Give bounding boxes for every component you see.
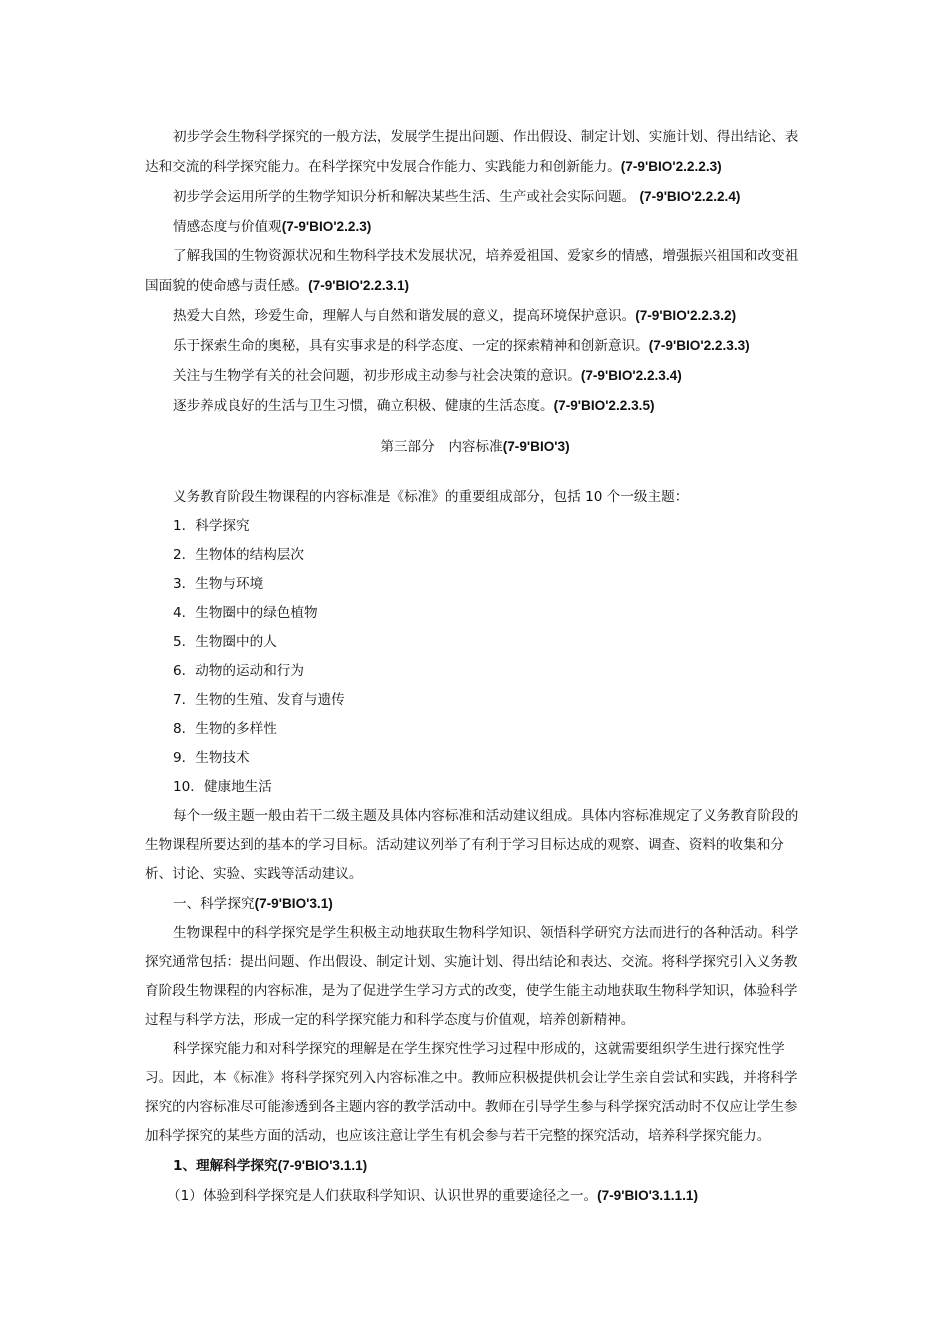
paragraph-patriotism: 了解我国的生物资源状况和生物科学技术发展状况，培养爱祖国、爱家乡的情感，增强振兴祖国和改变祖国面貌的使命感与责任感。(7-9'BIO'2.2.3.1)	[145, 248, 799, 294]
list-item-topic: 8．生物的多样性	[173, 721, 277, 737]
paragraph-love-nature: 热爱大自然，珍爱生命，理解人与自然和谐发展的意义，提高环境保护意识。(7-9'BIO'2.2.3.2)	[173, 308, 737, 324]
standard-code: (7-9'BIO'3.1)	[254, 896, 333, 911]
paragraph-topic-structure: 每个一级主题一般由若干二级主题及具体内容标准和活动建议组成。具体内容标准规定了义务教育阶段的生物课程所要达到的基本的学习目标。活动建议列举了有利于学习目标达成的观察、调查、资料的收集和分析、讨论、实验、实践等活动建议。	[145, 808, 799, 882]
paragraph-apply-knowledge: 初步学会运用所学的生物学知识分析和解决某些生活、生产或社会实际问题。 (7-9'BIO'2.2.2.4)	[173, 189, 741, 205]
paragraph-inquiry-methods: 初步学会生物科学探究的一般方法，发展学生提出问题、作出假设、制定计划、实施计划、得出结论、表达和交流的科学探究能力。在科学探究中发展合作能力、实践能力和创新能力。(7-9'BIO'2.2.2.3)	[145, 129, 799, 175]
heading-understand-inquiry: 1、理解科学探究(7-9'BIO'3.1.1)	[173, 1158, 368, 1174]
list-item-topic: 6．动物的运动和行为	[173, 663, 304, 679]
paragraph-attitude-heading: 情感态度与价值观(7-9'BIO'2.2.3)	[173, 219, 372, 235]
list-item-topic: 10．健康地生活	[173, 779, 272, 795]
list-item-topic: 3．生物与环境	[173, 576, 264, 592]
list-item-topic: 4．生物圈中的绿色植物	[173, 605, 318, 621]
paragraph-inquiry-definition: 生物课程中的科学探究是学生积极主动地获取生物科学知识、领悟科学研究方法而进行的各种活动。科学探究通常包括：提出问题、作出假设、制定计划、实施计划、得出结论和表达、交流。将科学探究引入义务教育阶段生物课程的内容标准，是为了促进学生学习方式的改变，使学生能主动地获取生物科学知识，体验科学过程与科学方法，形成一定的科学探究能力和科学态度与价值观，培养创新精神。	[145, 925, 799, 1028]
paragraph-social-issues: 关注与生物学有关的社会问题，初步形成主动参与社会决策的意识。(7-9'BIO'2.2.3.4)	[173, 368, 682, 384]
heading-science-inquiry: 一、科学探究(7-9'BIO'3.1)	[173, 896, 333, 912]
part-three-title: 第三部分 内容标准	[380, 439, 503, 455]
standard-code: (7-9'BIO'2.2.3)	[281, 219, 372, 234]
standard-code: (7-9'BIO'3.1.1)	[277, 1158, 368, 1173]
standard-code: (7-9'BIO'2.2.3.4)	[580, 368, 682, 383]
list-item-topic: 5．生物圈中的人	[173, 634, 277, 650]
standard-code: (7-9'BIO'2.2.3.2)	[635, 308, 737, 323]
section-goals-block	[145, 123, 810, 421]
list-item-topic: 9．生物技术	[173, 750, 250, 766]
list-item-understand-1: （1）体验到科学探究是人们获取科学知识、认识世界的重要途径之一。(7-9'BIO'3.1.1.1)	[167, 1188, 698, 1204]
paragraph-explore-life: 乐于探索生命的奥秘，具有实事求是的科学态度、一定的探索精神和创新意识。(7-9'BIO'2.2.3.3)	[173, 338, 750, 354]
standard-code: (7-9'BIO'3.1.1.1)	[597, 1188, 698, 1203]
standard-code: (7-9'BIO'2.2.2.4)	[639, 189, 741, 204]
standard-code: (7-9'BIO'2.2.2.3)	[620, 159, 722, 174]
list-item-topic: 2．生物体的结构层次	[173, 547, 304, 563]
list-item-topic: 1．科学探究	[173, 518, 250, 534]
paragraph-healthy-habits: 逐步养成良好的生活与卫生习惯，确立积极、健康的生活态度。(7-9'BIO'2.2.3.5)	[173, 398, 655, 414]
list-item-topic: 7．生物的生殖、发育与遗传	[173, 692, 345, 708]
standard-code: (7-9'BIO'3)	[502, 439, 570, 454]
paragraph-intro: 义务教育阶段生物课程的内容标准是《标准》的重要组成部分，包括 10 个一级主题：	[173, 489, 689, 505]
paragraph-inquiry-teaching: 科学探究能力和对科学探究的理解是在学生探究性学习过程中形成的，这就需要组织学生进行探究性学习。因此，本《标准》将科学探究列入内容标准之中。教师应积极提供机会让学生亲自尝试和实践，并将科学探究的内容标准尽可能渗透到各主题内容的教学活动中。教师在引导学生参与科学探究活动时不仅应让学生参加科学探究的某些方面的活动，也应该注意让学生有机会参与若干完整的探究活动，培养科学探究能力。	[145, 1041, 798, 1144]
standard-code: (7-9'BIO'2.2.3.3)	[648, 338, 750, 353]
part-three-heading	[0, 437, 950, 457]
standard-code: (7-9'BIO'2.2.3.1)	[308, 278, 410, 293]
standard-code: (7-9'BIO'2.2.3.5)	[553, 398, 655, 413]
section-content-standards-block	[145, 483, 810, 1211]
